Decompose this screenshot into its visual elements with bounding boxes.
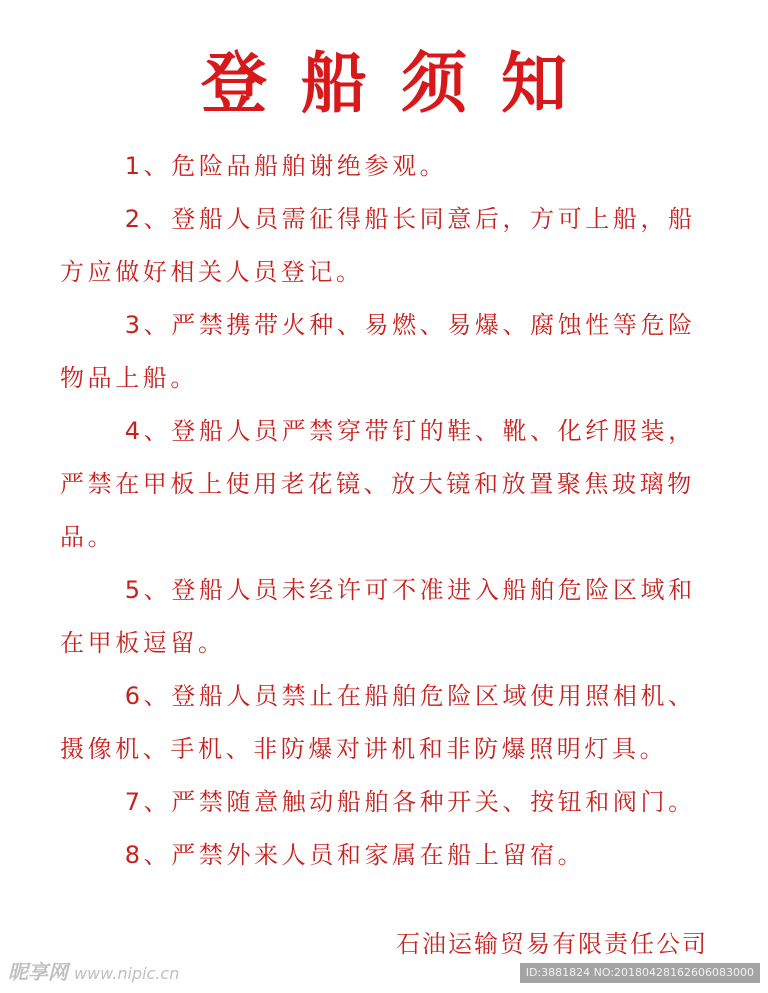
rule-item-3: 3、严禁携带火种、易燃、易爆、腐蚀性等危险物品上船。 bbox=[60, 311, 696, 392]
rule-item-2: 2、登船人员需征得船长同意后，方可上船，船方应做好相关人员登记。 bbox=[60, 205, 696, 286]
page-title: 登船须知 bbox=[201, 45, 601, 122]
rules-list bbox=[60, 140, 716, 882]
rule-item-5: 5、登船人员未经许可不准进入船舶危险区域和在甲板逗留。 bbox=[60, 576, 696, 657]
rule-item-8: 8、严禁外来人员和家属在船上留宿。 bbox=[124, 841, 586, 869]
rule-item-6: 6、登船人员禁止在船舶危险区域使用照相机、摄像机、手机、非防爆对讲机和非防爆照明灯具。 bbox=[60, 682, 696, 763]
watermark-id: ID:3881824 NO:20180428162606083000 bbox=[520, 963, 760, 983]
company-name: 石油运输贸易有限责任公司 bbox=[396, 930, 708, 958]
rule-item-1: 1、危险品船舶谢绝参观。 bbox=[124, 152, 448, 180]
watermark-url: www.nipic.cn bbox=[74, 964, 180, 983]
watermark-brand-name: 昵享网 bbox=[8, 960, 68, 984]
watermark-brand bbox=[8, 958, 179, 988]
rule-item-4: 4、登船人员严禁穿带钉的鞋、靴、化纤服装，严禁在甲板上使用老花镜、放大镜和放置聚焦玻璃物品。 bbox=[60, 417, 696, 551]
rule-item-7: 7、严禁随意触动船舶各种开关、按钮和阀门。 bbox=[124, 788, 696, 816]
